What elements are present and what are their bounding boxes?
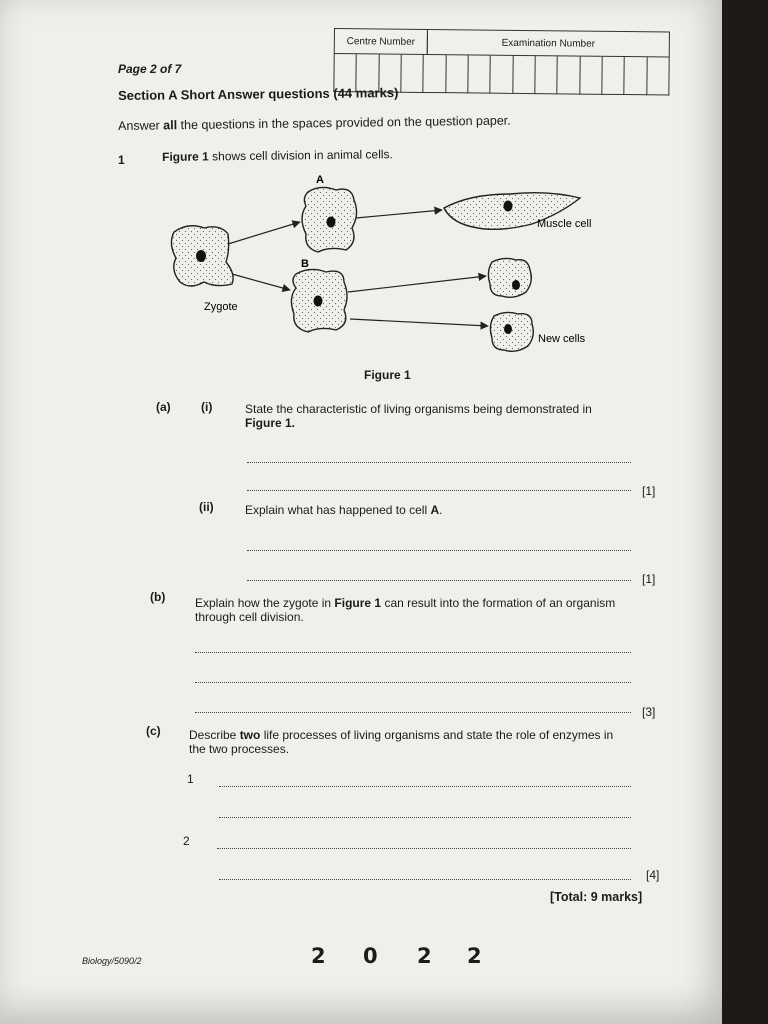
answer-line[interactable] bbox=[219, 786, 631, 787]
answer-line[interactable] bbox=[247, 550, 631, 551]
cell-division-diagram bbox=[160, 170, 620, 360]
nucleus bbox=[512, 280, 520, 290]
answer-line[interactable] bbox=[195, 652, 631, 653]
part-b-label: (b) bbox=[150, 590, 166, 604]
mark-allocation: [1] bbox=[642, 572, 656, 586]
label-b: B bbox=[301, 258, 309, 270]
total-marks: [Total: 9 marks] bbox=[550, 890, 643, 904]
nucleus bbox=[504, 201, 513, 212]
number-cell[interactable] bbox=[446, 55, 469, 93]
new-cell bbox=[488, 258, 531, 297]
year-digit: 2 bbox=[311, 944, 326, 968]
mark-allocation: [3] bbox=[642, 705, 656, 719]
arrow-b-to-new-cell bbox=[348, 276, 486, 292]
answer-line[interactable] bbox=[219, 817, 631, 818]
examination-number-label: Examination Number bbox=[427, 29, 670, 58]
arrow-b-to-new-cell bbox=[350, 319, 488, 326]
part-a-i-question: State the characteristic of living organisms being demonstrated in Figure 1. bbox=[245, 402, 592, 430]
figure-caption: Figure 1 bbox=[364, 368, 411, 382]
nucleus bbox=[196, 250, 206, 262]
number-cell[interactable] bbox=[491, 56, 514, 94]
answer-line[interactable] bbox=[247, 580, 631, 581]
answer-line[interactable] bbox=[247, 462, 631, 463]
answer-item-number: 2 bbox=[183, 834, 190, 848]
number-cell[interactable] bbox=[424, 55, 447, 93]
answer-line[interactable] bbox=[247, 490, 631, 491]
arrow-a-to-muscle bbox=[356, 210, 442, 218]
answer-line[interactable] bbox=[195, 682, 631, 683]
muscle-cell-label: Muscle cell bbox=[537, 218, 592, 230]
number-cell[interactable] bbox=[558, 56, 581, 94]
number-cell[interactable] bbox=[580, 57, 603, 95]
section-title: Section A Short Answer questions (44 marks) bbox=[118, 85, 399, 103]
zygote-label: Zygote bbox=[204, 301, 238, 313]
paper-code: Biology/5090/2 bbox=[82, 956, 142, 966]
new-cell bbox=[490, 312, 533, 351]
nucleus bbox=[504, 324, 512, 334]
centre-number-label: Centre Number bbox=[334, 28, 428, 55]
zygote-cell bbox=[171, 226, 233, 286]
year-digit: 2 bbox=[467, 944, 482, 968]
number-cell[interactable] bbox=[468, 55, 491, 93]
part-a-label: (a) bbox=[156, 400, 171, 414]
year-digit: 2 bbox=[417, 944, 432, 968]
new-cells-label: New cells bbox=[538, 333, 586, 345]
label-a: A bbox=[316, 174, 324, 186]
page-number: Page 2 of 7 bbox=[118, 62, 182, 76]
mark-allocation: [1] bbox=[642, 484, 656, 498]
question-intro: Figure 1 shows cell division in animal cells. bbox=[162, 147, 393, 164]
part-c-question: Describe two life processes of living organisms and state the role of enzymes in the two processes. bbox=[189, 728, 614, 756]
mark-allocation: [4] bbox=[646, 868, 660, 882]
part-a-ii-label: (ii) bbox=[199, 500, 214, 514]
answer-item-number: 1 bbox=[187, 772, 194, 786]
number-cell[interactable] bbox=[401, 55, 424, 93]
nucleus bbox=[314, 296, 323, 307]
answer-line[interactable] bbox=[219, 879, 631, 880]
question-number: 1 bbox=[118, 153, 125, 167]
answer-line[interactable] bbox=[217, 848, 631, 849]
number-cell[interactable] bbox=[625, 57, 648, 95]
part-a-i-label: (i) bbox=[201, 400, 213, 414]
number-cell[interactable] bbox=[602, 57, 625, 95]
nucleus bbox=[327, 217, 336, 228]
part-b-question: Explain how the zygote in Figure 1 can result into the formation of an organism through cell division. bbox=[195, 596, 616, 624]
part-c-label: (c) bbox=[146, 724, 161, 738]
arrow-zygote-to-b bbox=[232, 274, 290, 290]
number-cell[interactable] bbox=[535, 56, 558, 94]
number-cell[interactable] bbox=[647, 57, 670, 95]
cell-a bbox=[302, 187, 357, 252]
cell-b bbox=[291, 269, 347, 332]
year-digit: 0 bbox=[363, 944, 378, 968]
number-cell[interactable] bbox=[513, 56, 536, 94]
instructions: Answer all the questions in the spaces provided on the question paper. bbox=[118, 113, 511, 133]
arrow-zygote-to-a bbox=[228, 222, 300, 244]
part-a-ii-question: Explain what has happened to cell A. bbox=[245, 503, 443, 517]
answer-line[interactable] bbox=[195, 712, 631, 713]
